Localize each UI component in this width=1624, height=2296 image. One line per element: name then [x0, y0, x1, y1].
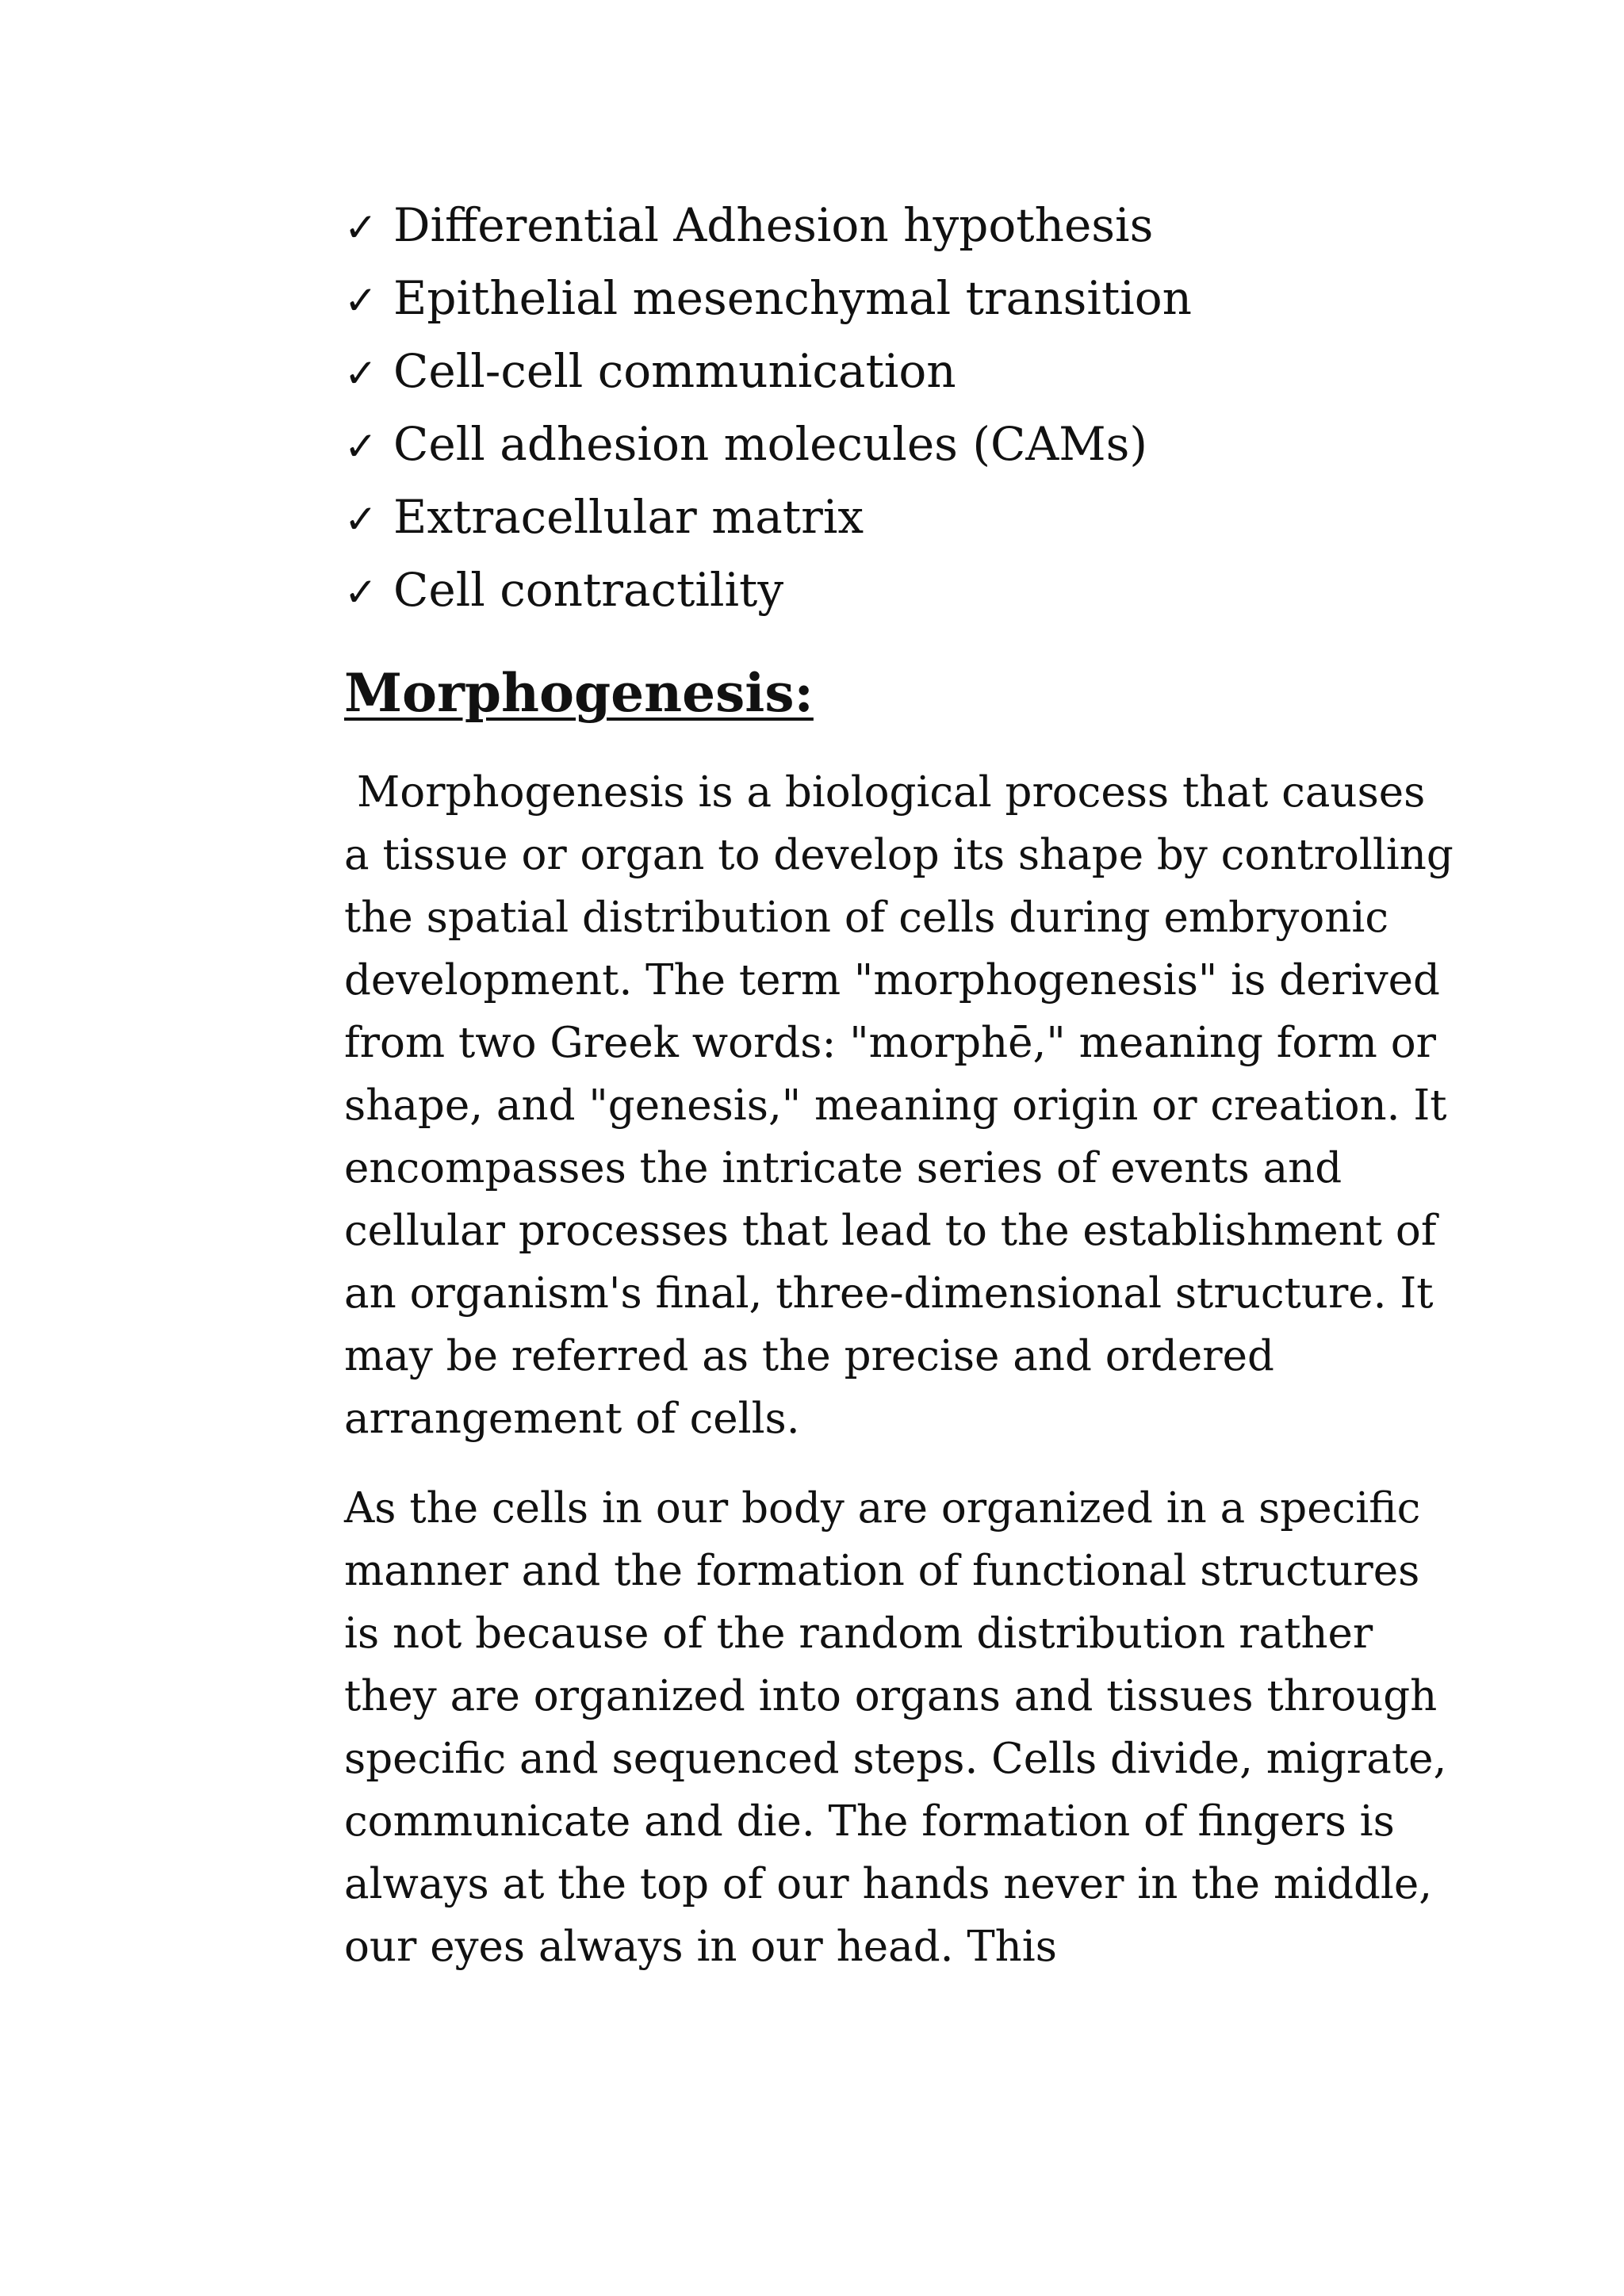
check-icon: ✓	[344, 205, 377, 251]
checklist-item-text: Differential Adhesion hypothesis	[393, 198, 1154, 252]
body-paragraph: Morphogenesis is a biological process that causes a tissue or organ to develop its shape by controlling the spatial distribution of cells during embryonic development. The term "morphogenesis" is derived from two Greek words: "morphē," meaning form or shape, and "genesis," meaning origin or creation. It encompasses the intricate series of events and cellular processes that lead to the establishment of an organism's final, three-dimensional structure. It may be referred as the precise and ordered arrangement of cells.	[344, 768, 1454, 1443]
check-icon: ✓	[344, 496, 377, 542]
checklist-item-text: Epithelial mesenchymal transition	[393, 271, 1193, 325]
checklist-item-text: Cell-cell communication	[393, 344, 956, 398]
checklist-item-text: Cell contractility	[393, 563, 784, 617]
checklist-item-text: Cell adhesion molecules (CAMs)	[393, 417, 1148, 471]
check-icon: ✓	[344, 350, 377, 396]
checklist-item	[344, 263, 1454, 336]
section-heading: Morphogenesis:	[344, 662, 814, 724]
check-icon: ✓	[344, 423, 377, 469]
check-icon: ✓	[344, 277, 377, 323]
checklist-item	[344, 190, 1454, 263]
checklist-item	[344, 482, 1454, 555]
document-page	[344, 190, 1454, 1978]
checklist-item	[344, 555, 1454, 628]
checklist	[344, 190, 1454, 628]
checklist-item	[344, 409, 1454, 482]
check-icon: ✓	[344, 569, 377, 615]
body-paragraph: As the cells in our body are organized in a specific manner and the formation of functional structures is not because of the random distribution rather they are organized into organs and tissues through specific and sequenced steps. Cells divide, migrate, communicate and die. The formation of fingers is always at the top of our hands never in the middle, our eyes always in our head. This	[344, 1484, 1447, 1971]
checklist-item	[344, 336, 1454, 409]
checklist-item-text: Extracellular matrix	[393, 490, 864, 544]
